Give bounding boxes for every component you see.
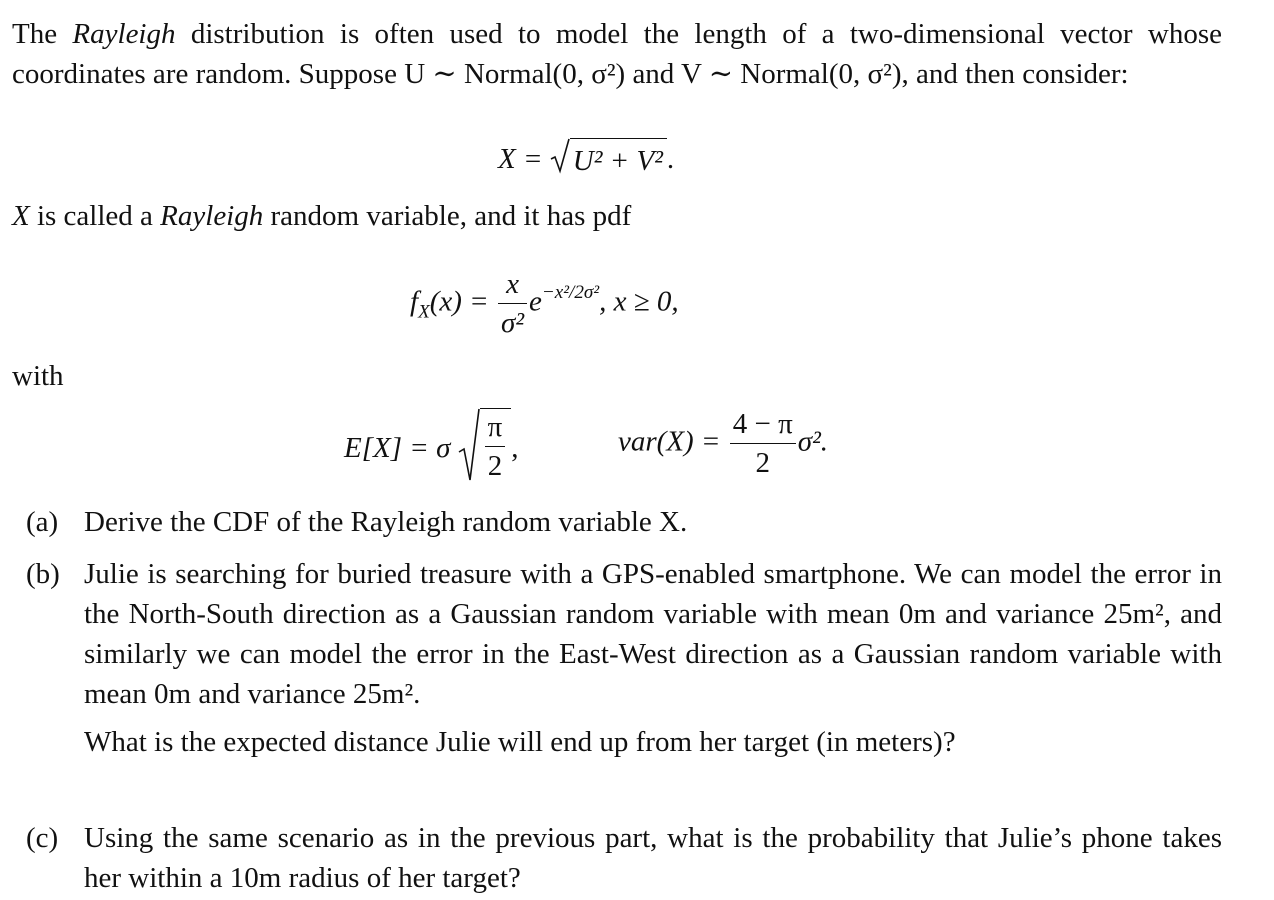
called-text1: is called a — [36, 200, 153, 232]
variance-rhs: σ². — [797, 425, 829, 458]
radicand: U² + V² — [570, 138, 667, 185]
intro-consider: and then consider: — [916, 58, 1129, 90]
part-c-label: (c) — [26, 822, 59, 854]
part-b — [26, 554, 1222, 762]
part-b-label: (b) — [26, 558, 60, 590]
pdf-equation — [410, 270, 679, 338]
intro-and: and — [632, 58, 675, 90]
part-b-question: What is the expected distance Julie will end up from her target (in meters)? — [84, 726, 956, 758]
mean-end: , — [511, 432, 519, 465]
variance-denominator: 2 — [755, 447, 771, 479]
pdf-fraction — [498, 270, 527, 338]
intro-start: The — [12, 18, 58, 50]
mean-equation — [344, 408, 519, 493]
with-label: with — [12, 360, 64, 392]
part-a-text: Derive the CDF of the Rayleigh random variable X. — [84, 506, 688, 538]
sqrt — [550, 138, 667, 185]
part-b-text: Julie is searching for buried treasure with a GPS-enabled smartphone. We can model the error in the North-South direction as a Gaussian random variable with mean 0m and variance 25m², and similarly we can model the error in the East-West direction as a Gaussian random variable with mean 0m and variance 25m². — [84, 558, 1222, 710]
pdf-numerator: x — [498, 270, 527, 304]
variance-equation — [618, 410, 828, 478]
pdf-exponent: −x²/2σ² — [541, 281, 600, 303]
pdf-denominator: σ² — [501, 307, 525, 339]
mean-sqrt — [458, 408, 512, 493]
radical-sign-icon — [458, 408, 480, 493]
rayleigh-term: Rayleigh — [72, 18, 176, 50]
intro-rest: distribution is often used to model the length of a two-dimensional vector whose coordinates are random. Suppose — [12, 18, 1222, 90]
variance-lhs: var(X) = — [618, 425, 721, 458]
v-distribution: V ∼ Normal(0, σ²), — [681, 58, 909, 90]
pdf-exp-base: e — [529, 285, 542, 318]
called-text2: random variable, and it has pdf — [270, 200, 632, 232]
eq1-lhs: X = — [498, 143, 543, 176]
mean-numerator: π — [485, 413, 506, 447]
mean-lhs: E[X] = σ — [344, 432, 451, 465]
intro-paragraph — [12, 14, 1222, 94]
pdf-condition: , x ≥ 0, — [599, 285, 679, 318]
part-a — [26, 502, 1222, 542]
part-a-label: (a) — [26, 506, 59, 538]
pdf-subscript: X — [418, 301, 430, 323]
radical-sign-icon — [550, 138, 570, 185]
variance-fraction — [730, 410, 796, 478]
mean-fraction — [485, 413, 506, 481]
mean-denominator: 2 — [487, 450, 503, 482]
pdf-arg: (x) = — [429, 285, 489, 318]
u-distribution: U ∼ Normal(0, σ²) — [404, 58, 626, 90]
rayleigh-intro-line — [12, 196, 631, 236]
part-c-text: Using the same scenario as in the previous part, what is the probability that Julie’s phone takes her within a 10m radius of her target? — [84, 822, 1222, 894]
mean-radicand — [480, 408, 512, 493]
equation-x-definition — [498, 138, 674, 185]
called-var: X — [12, 200, 30, 232]
variance-numerator: 4 − π — [730, 410, 796, 444]
part-c — [26, 818, 1222, 898]
called-term: Rayleigh — [160, 200, 264, 232]
eq1-end: . — [666, 143, 675, 176]
pdf-f: f — [410, 285, 419, 318]
